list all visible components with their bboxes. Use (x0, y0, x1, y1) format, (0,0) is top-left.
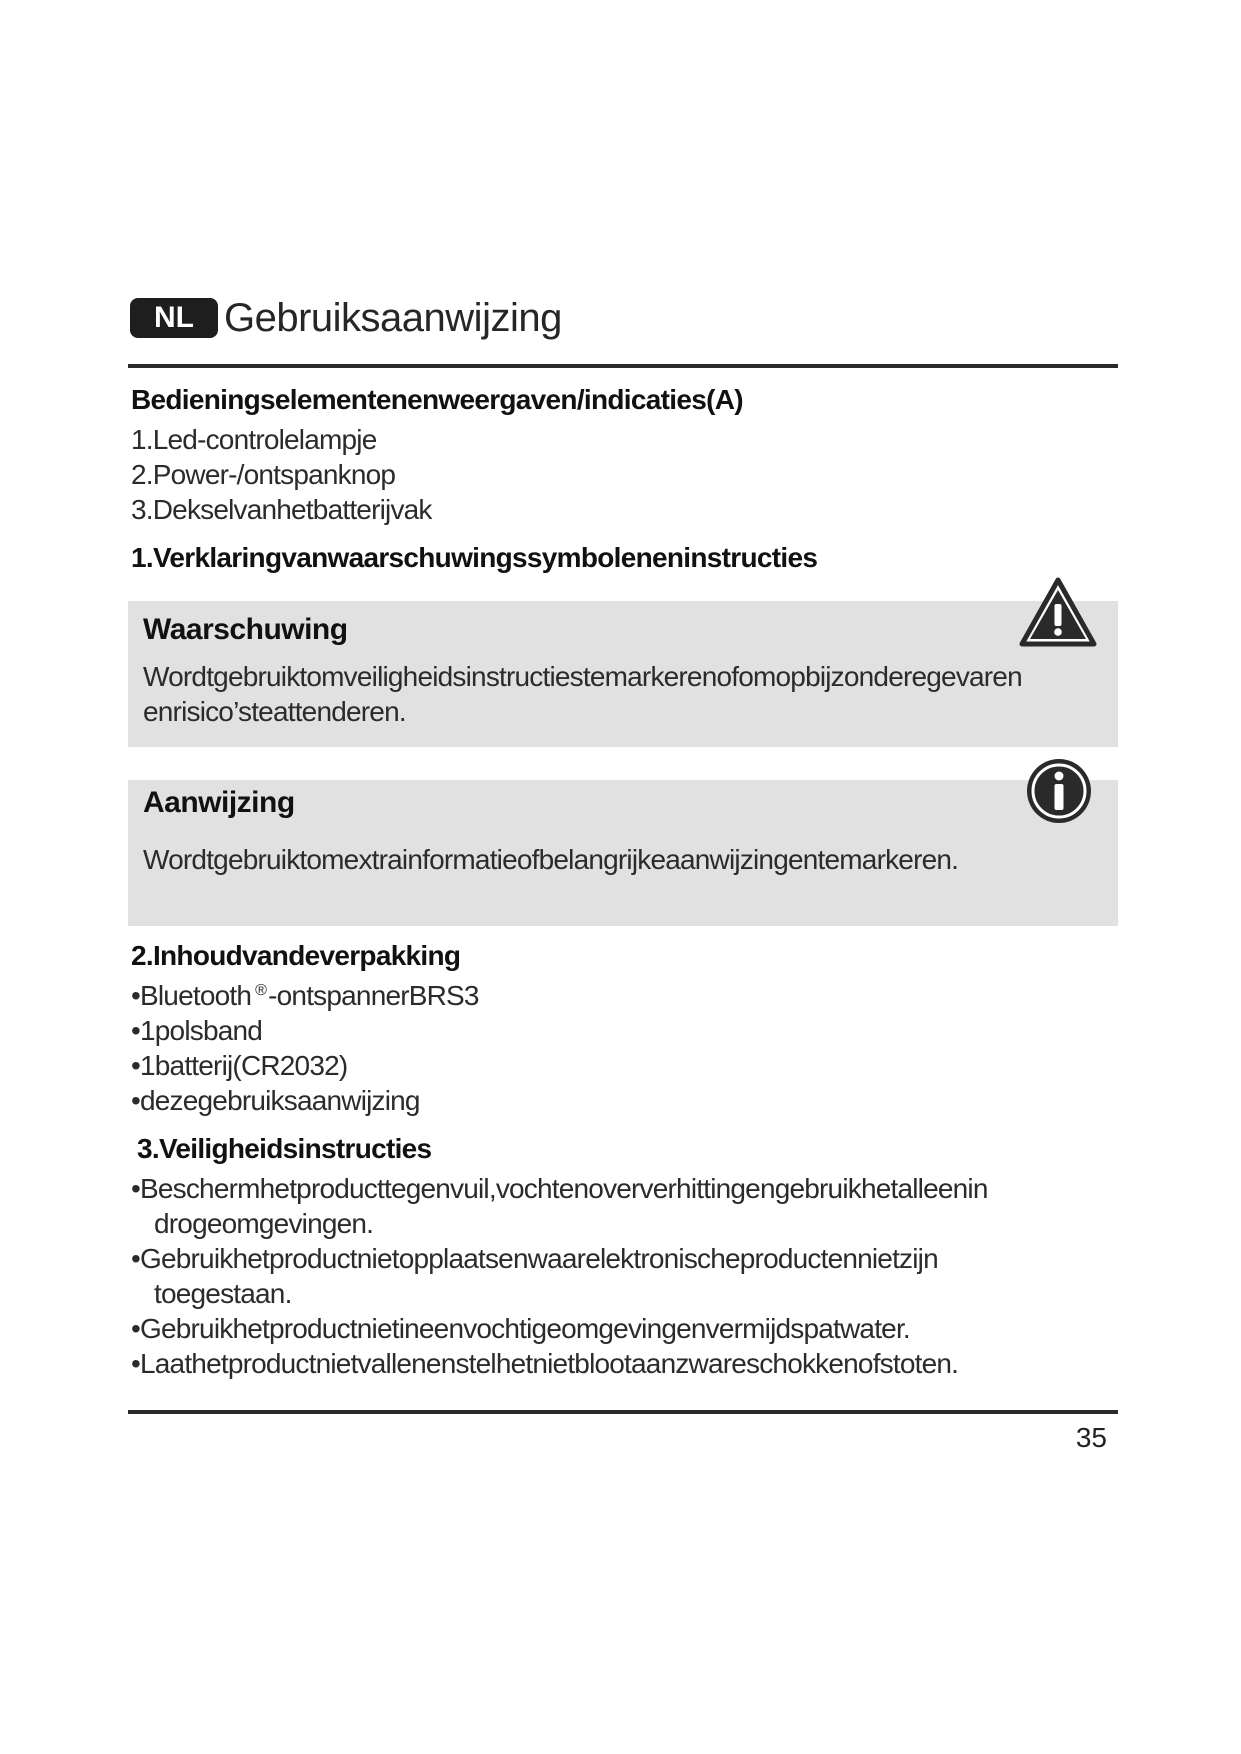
note-text: Wordtgebruiktomextrainformatieofbelangrijkeaanwijzingentemarkeren. (143, 844, 959, 875)
safety-heading: 3.Veiligheidsinstructies (137, 1133, 432, 1164)
language-badge: NL (130, 298, 218, 338)
safety-line-1: •Beschermhetproducttegenvuil,vochtenoververhittingengebruikhetalleenin (131, 1173, 988, 1204)
safety-line-6: •Laathetproductnietvallenenstelhetnietblootaanzwareschokkenofstoten. (131, 1348, 959, 1379)
contents-item-3: •1batterij(CR2032) (131, 1050, 348, 1081)
symbols-heading: 1.Verklaringvanwaarschuwingssymboleneninstructies (131, 542, 818, 573)
note-box (128, 780, 1118, 926)
controls-item-2: 2.Power-/ontspanknop (131, 459, 396, 490)
contents-item-1-prefix: •Bluetooth (131, 980, 252, 1011)
contents-item-4: •dezegebruiksaanwijzing (131, 1085, 420, 1116)
controls-heading: Bedieningselementenenweergaven/indicaties(A) (131, 384, 743, 415)
page-header (130, 296, 562, 340)
safety-line-2: drogeomgevingen. (154, 1208, 374, 1239)
controls-item-3: 3.Dekselvanhetbatterijvak (131, 494, 432, 525)
contents-heading: 2.Inhoudvandeverpakking (131, 940, 461, 971)
info-circle-icon (1024, 756, 1094, 826)
contents-item-2: •1polsband (131, 1015, 263, 1046)
contents-item-1 (131, 980, 479, 1012)
note-title: Aanwijzing (143, 786, 295, 819)
top-divider (128, 364, 1118, 368)
warning-text-line-1: Wordtgebruiktomveiligheidsinstructiestemarkerenofomopbijzonderegevaren (143, 661, 1022, 692)
page-number: 35 (1075, 1422, 1107, 1453)
warning-triangle-icon (1018, 576, 1098, 648)
warning-text-line-2: enrisico’steattenderen. (143, 696, 406, 727)
controls-item-1: 1.Led-controlelampje (131, 424, 377, 455)
safety-line-3: •Gebruikhetproductnietopplaatsenwaarelektronischeproductennietzijn (131, 1243, 938, 1274)
safety-line-4: toegestaan. (154, 1278, 292, 1309)
page-title: Gebruiksaanwijzing (224, 295, 562, 340)
bottom-divider (128, 1410, 1118, 1414)
warning-title: Waarschuwing (143, 613, 348, 646)
contents-item-1-suffix: -ontspannerBRS3 (268, 980, 479, 1011)
registered-mark: ® (255, 982, 267, 999)
warning-box (128, 601, 1118, 747)
safety-line-5: •Gebruikhetproductnietineenvochtigeomgevingenvermijdspatwater. (131, 1313, 910, 1344)
